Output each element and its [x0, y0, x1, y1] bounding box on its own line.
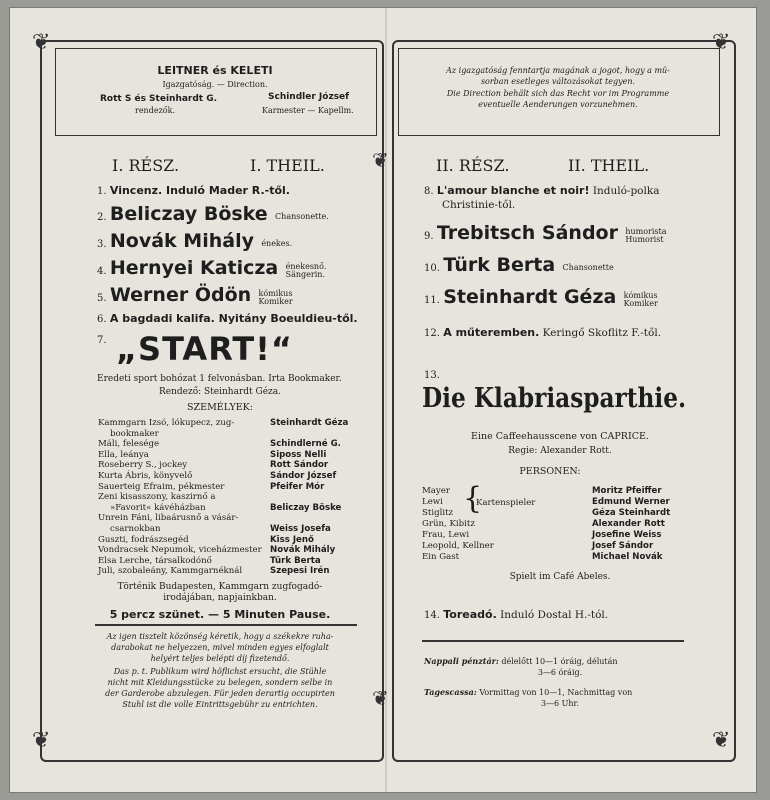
- cast-role: Unrein Fáni, libaárusnő a vásár-: [98, 513, 239, 524]
- cast-actor: Pfeifer Mór: [270, 481, 325, 492]
- program-item: L'amour blanche et noir!: [436, 184, 590, 197]
- program-item-detail: Induló-polka: [592, 185, 660, 197]
- item-number: 11.: [424, 295, 440, 306]
- cast-role: Frau, Lewi: [422, 530, 470, 540]
- cast-role: Elsa Lerche, társalkodónő: [98, 555, 212, 566]
- persons-title: PERSONEN:: [519, 466, 581, 477]
- performer-name: Novák Mihály: [109, 230, 254, 252]
- box-office-label: Tagescassa:: [424, 687, 477, 697]
- performer-name: Türk Berta: [443, 254, 556, 276]
- program-item-composer: Christinie-től.: [442, 199, 516, 211]
- notice-de: Stuhl ist die volle Eintrittsgebühr zu entrichten.: [122, 700, 318, 709]
- directors-role: rendezők.: [135, 106, 175, 115]
- performer-tag: énekesnő. Sängerin.: [285, 262, 327, 279]
- center-ornament: ❦: [372, 148, 389, 172]
- cast-actor: Géza Steinhardt: [592, 508, 671, 518]
- divider: [422, 640, 684, 642]
- part1-title-de: I. THEIL.: [250, 156, 325, 175]
- cast-role: Vondracsek Nepumok, viceházmester: [98, 545, 262, 556]
- cast-actor: Sándor József: [270, 471, 337, 481]
- box-office-hours: Vormittag von 10—1, Nachmittag von: [479, 688, 633, 697]
- program-item: Vincenz. Induló Mader R.-től.: [109, 184, 290, 197]
- corner-ornament: ❦: [32, 30, 51, 55]
- play-subtitle: Eine Caffeehausscene von CAPRICE.: [471, 431, 649, 442]
- cast-actor: Michael Novák: [592, 552, 663, 562]
- notice-hu: helyért teljes belépti díj fizetendő.: [150, 654, 290, 663]
- cast-actor: Moritz Pfeiffer: [592, 486, 662, 496]
- part1-title-hu: I. RÉSZ.: [112, 156, 180, 175]
- cast-role: Grün, Kibitz: [422, 519, 475, 529]
- performer-name: Werner Ödön: [109, 284, 252, 306]
- item-number: 8.: [424, 186, 434, 197]
- cast-role: Roseberry S., jockey: [98, 460, 188, 471]
- corner-ornament: ❦: [712, 728, 731, 753]
- setting-line: Történik Budapesten, Kammgarn zugfogadó-: [117, 582, 323, 592]
- cast-role: bookmaker: [110, 428, 159, 439]
- notice-line: Az igazgatóság fenntartja magának a jogot, hogy a mü-: [446, 66, 670, 75]
- performer-name: Steinhardt Géza: [443, 286, 617, 308]
- play-title: Die Klabriasparthie.: [422, 383, 687, 414]
- performer-tag: kómikus Komiker: [623, 291, 658, 308]
- cast-role: Stiglitz: [422, 508, 454, 518]
- item-number: 2.: [97, 212, 107, 223]
- cast-role: »Favorit« kávéházban: [110, 502, 206, 513]
- cast-role: Juli, szobaleány, Kammgarnéknál: [98, 566, 243, 577]
- item-number: 4.: [97, 266, 107, 277]
- corner-ornament: ❦: [712, 30, 731, 55]
- start-director: Rendező: Steinhardt Géza.: [158, 387, 281, 397]
- cast-role: Mayer: [422, 486, 450, 496]
- company-name: LEITNER és KELETI: [157, 64, 273, 77]
- cast-actor: Alexander Rott: [592, 519, 665, 529]
- notice-de: nicht mit Kleidungsstücke zu belegen, sondern selbe in: [107, 678, 333, 687]
- cast-actor: Rott Sándor: [270, 460, 329, 471]
- notice-line: Die Direction behält sich das Recht vor im Programme: [446, 89, 670, 98]
- notice-line: eventuelle Aenderungen vorzunehmen.: [478, 100, 638, 109]
- program-item: A bagdadi kalifa. Nyitány Boeuldieu-től.: [109, 312, 358, 325]
- item-number: 5.: [97, 293, 107, 304]
- notice-de: Das p. t. Publikum wird höflichst ersucht, die Stühle: [113, 667, 327, 676]
- item-number: 6.: [97, 314, 107, 325]
- item-number: 1.: [97, 186, 107, 197]
- card-players-label: Kartenspieler: [476, 498, 536, 508]
- performer-tag: Chansonette: [562, 263, 614, 272]
- performer-name: Trebitsch Sándor: [436, 222, 618, 244]
- notice-hu: Az igen tisztelt közönség kéretik, hogy a székekre ruha-: [106, 632, 334, 641]
- item-number: 12.: [424, 328, 440, 339]
- direction-label: Igazgatóság. — Direction.: [162, 80, 268, 89]
- performer-tag: humorista Humorist: [625, 227, 667, 244]
- item-number: 3.: [97, 239, 107, 250]
- notice-hu: darabokat ne helyezzen, mivel minden egyes elfoglalt: [111, 643, 329, 652]
- cast-actor: Novák Mihály: [270, 545, 336, 556]
- cast-actor: Josef Sándor: [592, 541, 654, 551]
- cast-role: Leopold, Kellner: [422, 541, 494, 551]
- program-item: Toreadó.: [443, 608, 497, 621]
- notice-de: der Garderobe abzulegen. Für jeden derartig occupirten: [105, 689, 335, 698]
- performer-name: Hernyei Katicza: [109, 257, 279, 279]
- notice-line: sorban esetleges változásokat tegyen.: [480, 77, 636, 86]
- cast-role: Kammgarn Izsó, lókupecz, zug-: [98, 418, 235, 428]
- kapellmeister: Schindler József: [268, 92, 350, 102]
- play-director: Regie: Alexander Rott.: [508, 446, 612, 456]
- start-subtitle: Eredeti sport bohózat 1 felvonásban. Irta Bookmaker.: [97, 374, 342, 384]
- item-number: 10.: [424, 263, 440, 274]
- item-number: 9.: [424, 231, 434, 242]
- cast-role: Lewi: [422, 497, 443, 507]
- cast-role: Guszti, fodrászsegéd: [98, 534, 189, 545]
- program-item-detail: Induló Dostal H.-tól.: [500, 609, 609, 621]
- part2-title-hu: II. RÉSZ.: [436, 156, 510, 175]
- directors: Rott S és Steinhardt G.: [100, 94, 218, 104]
- cast-role: Kurta Ábris, könyvelő: [98, 471, 193, 481]
- performer-tag: énekes.: [261, 239, 293, 248]
- cast-role: Ein Gast: [422, 552, 460, 562]
- play-place: Spielt im Café Abeles.: [509, 572, 611, 582]
- center-ornament: ❦: [372, 686, 389, 710]
- pause-notice: 5 percz szünet. — 5 Minuten Pause.: [109, 608, 331, 621]
- cast-role: Zeni kisasszony, kaszirnő a: [98, 492, 216, 503]
- cast-actor: Edmund Werner: [592, 497, 670, 507]
- cast-role: Ella, leánya: [98, 449, 149, 460]
- box-office-hours: 3—6 óráig.: [537, 668, 583, 677]
- kapellmeister-role: Karmester — Kapellm.: [262, 106, 354, 115]
- performer-name: Beliczay Böske: [109, 203, 268, 225]
- item-number: 14.: [424, 610, 440, 621]
- cast-actor: Siposs Nelli: [270, 449, 327, 460]
- center-fold: [385, 8, 387, 792]
- program-item: A műteremben.: [443, 326, 540, 339]
- program-item-detail: Keringő Skoflitz F.-től.: [542, 327, 662, 339]
- cast-actor: Kiss Jenő: [270, 534, 314, 545]
- box-office-hours: délelőtt 10—1 óráig, délután: [501, 657, 618, 666]
- cast-role: csarnokban: [110, 524, 161, 534]
- item-number: 7.: [97, 335, 107, 346]
- corner-ornament: ❦: [32, 728, 51, 753]
- performer-tag: Chansonette.: [275, 212, 329, 221]
- cast-actor: Josefine Weiss: [592, 530, 662, 540]
- brace: {: [463, 481, 483, 516]
- item-number: 13.: [424, 370, 440, 381]
- start-title: „START!“: [116, 330, 293, 368]
- box-office-label: Nappali pénztár:: [424, 656, 499, 666]
- cast-actor: Türk Berta: [270, 555, 321, 566]
- divider: [95, 624, 357, 626]
- persons-title: SZEMÉLYEK:: [187, 402, 253, 413]
- cast-actor: Weiss Josefa: [270, 524, 331, 534]
- cast-actor: Schindlerné G.: [270, 439, 341, 450]
- setting-line: irodájában, napjainkban.: [163, 593, 277, 603]
- cast-actor: Beliczay Böske: [270, 502, 342, 513]
- performer-tag: kómikus Komiker: [258, 289, 293, 306]
- cast-role: Sauerteig Efraim, pékmester: [98, 481, 225, 492]
- part2-title-de: II. THEIL.: [568, 156, 650, 175]
- cast-role: Máli, felesége: [98, 439, 160, 450]
- cast-actor: Szepesi Irén: [270, 566, 330, 577]
- box-office-hours: 3—6 Uhr.: [540, 699, 580, 708]
- cast-actor: Steinhardt Géza: [270, 418, 349, 428]
